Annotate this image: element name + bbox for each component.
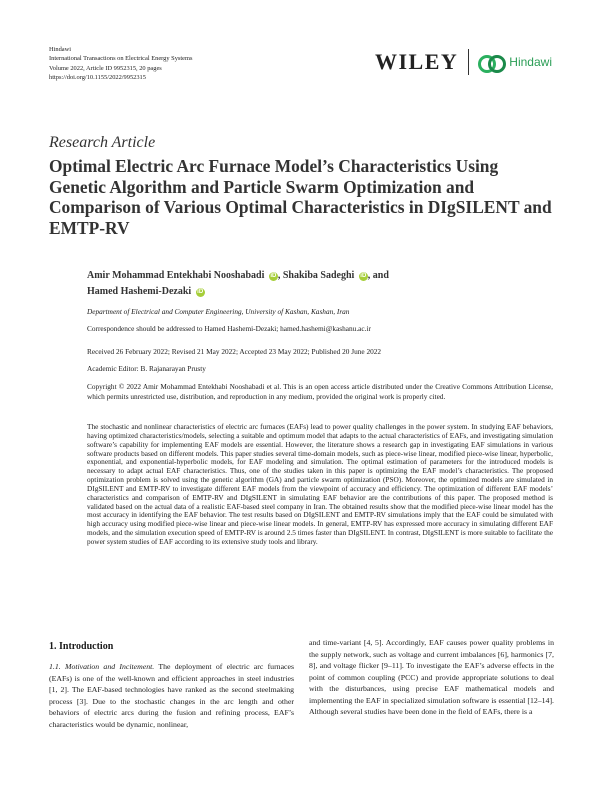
paper-title: Optimal Electric Arc Furnace Model’s Characteristics Using Genetic Algorithm and Particle Swarm Optimization and Comparison of Various Optimal Characteristics in DIgSILENT and EMTP-RV — [49, 156, 552, 238]
body-text-right: and time-variant [4, 5]. Accordingly, EAF causes power quality problems in the supply network, such as voltage and current imbalances [6], harmonics [7, 8], and voltage flicker [9–11]. To investigate the EAF’s adverse effects in the point of common coupling (PCC) and provide appropriate solutions to deal with the disturbances, using precise EAF mathematical models and implementing the EAF in specialized simulation software is essential [12–14]. Although several studies have been done in the field of EAFs, there is a — [309, 638, 554, 716]
body-column-left — [49, 661, 294, 730]
copyright-notice: Copyright © 2022 Amir Mohammad Entekhabi Nooshabadi et al. This is an open access article distributed under the Creative Commons Attribution License, which permits unrestricted use, distribution, and reproduction in any medium, provided the original work is properly cited. — [87, 382, 553, 401]
orcid-icon[interactable]: iD — [270, 273, 277, 279]
academic-editor: Academic Editor: B. Rajanarayan Prusty — [87, 364, 206, 373]
journal-meta — [49, 45, 192, 82]
hindawi-logo: Hindawi — [509, 55, 552, 69]
section-heading: 1. Introduction — [49, 641, 114, 652]
volume-line: Volume 2022, Article ID 9952315, 20 pages — [49, 64, 162, 72]
affiliation: Department of Electrical and Computer Engineering, University of Kashan, Kashan, Iran — [87, 307, 350, 316]
body-text-left: The deployment of electric arc furnaces (EAFs) is one of the well-known and efficient approaches in steel industries [1, 2]. The EAF-based technologies have ranked as the second steelmaking process [3]. Due to the stochastic changes in the arc length and other behaviors of electric arcs during the fusion and refining process, EAF’s characteristics would be dynamic, nonlinear, — [49, 662, 294, 729]
publisher-logos — [375, 49, 552, 75]
article-type: Research Article — [49, 134, 156, 151]
abstract: The stochastic and nonlinear characteristics of electric arc furnaces (EAFs) lead to power quality challenges in the power system. In studying EAF behaviors, having optimized characteristics/models, selecting a suitable and optimum model that adapts to the actual characteristics of EAFs, and investigating simulation software’s capability for implementing EAF models are essential. However, the literature shows a research gap in investigating EAF simulations in various software products based on different models. This paper studies several time-domain models, such as piece-wise linear, modified piece-wise linear, hyperbolic, exponential, and exponential-hyperbolic models, for EAF modeling and simulation. The optimal estimation of parameters for the introduced models is necessary to adapt actual EAF characteristics. Thus, one of the studies taken in this paper is optimizing the EAF model’s characteristics. The proposed optimization problem is solved using the genetic algorithm (GA) and particle swarm optimization (PSO). Moreover, the optimized models are simulated in DIgSILENT and EMTP-RV to investigate different EAF models from the viewpoint of accuracy and efficiency. The optimization of different EAF models’ characteristics and comparison of EMTP-RV and DIgSILENT in simulating EAF behavior are the contributions of this paper. The proposed method is validated based on the actual data of a realistic EAF-based steel company in Iran. The obtained results show that the modified piece-wise linear model has the most accuracy in identifying the EAF behavior. The test results based on DIgSILENT and EMTP-RV simulations imply that the EAF could be simulated with high accuracy using modified piece-wise linear and piece-wise linear models. In general, EMTP-RV has expressed more accuracy in simulating different EAF models, and the simulation execution speed of EMTP-RV is around 2.5 times faster than DIgSILENT. In contrast, DIgSILENT is more suitable to facilitate the power system studies of EAF according to its extensive study tools and library. — [87, 422, 553, 546]
publication-dates: Received 26 February 2022; Revised 21 May 2022; Accepted 23 May 2022; Published 20 June 2022 — [87, 347, 382, 356]
correspondence: Correspondence should be addressed to Hamed Hashemi-Dezaki; hamed.hashemi@kashanu.ac.ir — [87, 324, 371, 333]
hindawi-rings-icon — [478, 53, 506, 71]
author-name: Amir Mohammad Entekhabi Nooshabadi — [87, 270, 265, 281]
subsection-heading: 1.1. Motivation and Incitement. — [49, 662, 155, 671]
author-conjunction: , and — [367, 270, 389, 281]
publisher-name: Hindawi — [49, 46, 72, 53]
author-name: Shakiba Sadeghi — [282, 270, 355, 281]
author-name: Hamed Hashemi-Dezaki — [87, 286, 192, 297]
logo-divider — [468, 49, 469, 75]
journal-name: International Transactions on Electrical Energy Systems — [49, 55, 193, 63]
orcid-icon[interactable]: iD — [197, 289, 204, 295]
author-list: Amir Mohammad Entekhabi Nooshabadi iD , Shakiba Sadeghi iD , and Hamed Hashemi-Dezaki iD — [87, 270, 389, 297]
wiley-logo: WILEY — [375, 49, 459, 74]
doi-link[interactable]: https://doi.org/10.1155/2022/9952315 — [49, 73, 146, 81]
orcid-icon[interactable]: iD — [360, 273, 367, 279]
body-column-right — [309, 637, 554, 718]
